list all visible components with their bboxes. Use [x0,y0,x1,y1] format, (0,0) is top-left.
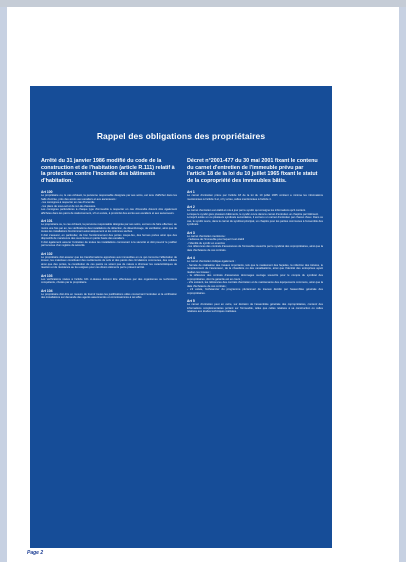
article-section [41,289,177,300]
article-section [41,274,177,285]
article-paragraph: Le carnet d'entretien est établi et mis à jour par le syndic qui consigne les informations qu'il contient. [187,209,306,212]
article-paragraph: - la référence des contrats d'assurance dommages ouvrage souscrits pour le compte du syndicat des copropriétaires, dont la garantie est en cours ; [187,274,323,281]
article-paragraph: - l'année de réalisation des travaux importants, tels que le ravalement des façades, la réfection des toitures, le remplacement de l'ascenseur, de la chaudière ou des canalisations, ainsi que l'identité des entreprises ayant réalisé ces travaux ; [187,263,323,274]
right-column [187,158,323,318]
article-paragraph: Il doit s'assurer, en particulier, de bon fonctionnement des portes coupe-feu, des fermes portes ainsi que des dispositifs de manœuvre des ouvertures en partie haute des escaliers. [41,233,177,240]
article-paragraph: Lorsque le syndic gère plusieurs bâtiments, le syndic ouvre dans le carnet d'entretien un chapitre par bâtiment. [187,212,319,216]
article-paragraph: Il doit également assurer l'entretien de toutes les installations concourant à la sécurité et doit pouvoir le justifier par la tenue d'un registre de sécurité. [41,240,177,247]
article-label: Art 5 [187,299,195,303]
page-number: Page 2 [27,550,44,556]
article-paragraph: Le propriétaire doit être en mesure de fournir toutes les justifications utiles concernant l'entretien et la vérification des installations sur demande des agents assermentés et commissionnés à cet effet. [41,292,177,299]
article-paragraph: Les vérifications visées à l'article 101 ci-dessus doivent être effectuées par des organismes ou techniciens compétents, choisis par le propriétaire. [41,277,177,284]
article-paragraph: Le propriétaire doit assurer que les transformations apportées aux immeubles en ce qui concerne l'affectation de locaux, les matériaux constituant des revêtements de sols et des parois des circulations communes, des cellules ainsi que des portes, la constitution de ces parois ne soient pas de nature à diminuer les caractéristiques de réaction et de résistance au feu exigées pour ces divers éléments par le présent arrêté. [41,255,177,269]
article-section [187,205,323,227]
article-label: Art 103 [41,273,53,278]
article-paragraph: Le propriétaire ou, le cas échéant, la personne responsable désignée par ses soins, est tenu de faire effectuer, au moins une fois par an, les vérifications des installations de détection, de désenfumage, de ventilation, ainsi que de toutes les installations fonctionnant automatiquement et les colonnes sèches. [41,223,177,233]
right-sections [187,190,323,314]
article-paragraph: - l'adresse de l'immeuble pour lequel il est établi [187,238,245,241]
article-label: Art 3 [187,230,195,235]
article-paragraph: Le carnet d'entretien peut en outre, sur décision de l'assemblée générale des copropriétaires, contenir des informations complémentaires portant sur l'immeuble, telles que celles relatives à sa construction ou celles relatives aux études techniques réalisées. [187,303,323,313]
viewer-top-bar [0,0,406,7]
article-paragraph: Le carnet d'entretien indique également : [187,260,236,263]
article-paragraph: - s'ils existent, les références des contrats d'entretien et de maintenance des équipements communs, ainsi que la date d'échéance de ces contrats ; [187,281,323,288]
article-paragraph: - l'identité du syndic en exercice [187,241,226,245]
scrollbar[interactable] [402,7,406,562]
article-paragraph: Lorsqu'il existe un ou plusieurs syndicats secondaires, il est tenu un carnet d'entretien par chacun d'eux. Dans ce cas, le syndic ouvre, dans le carnet du syndicat principal, un chapitre pour les parties communes à l'ensemble des syndicats. [187,216,323,226]
left-column [41,158,177,304]
article-label: Art 2 [187,205,195,209]
article-label: Art 104 [41,288,53,293]
article-paragraph: Le carnet d'entretien prévu par l'article 18 de la loi du 10 juillet 1965 contient a minima les informations mentionnées à l'article 3 et, s'il y a lieu, celles mentionnées à l'article 4. [187,194,323,201]
article-paragraph: Le carnet d'entretien mentionne : [187,234,227,238]
article-paragraph: - les références des contrats d'assurances de l'immeuble souscrits par le syndicat des copropriétaires, ainsi que la date d'échéance de ces contrats. [187,245,323,252]
left-column-heading: Arrêté du 31 janvier 1986 modifié du code de la construction et de l'habitation (article R.111) relatif à la protection contre l'incendie des bâtiments d'habitation. [41,158,175,184]
article-section [187,231,323,253]
article-section [187,299,323,314]
article-label: Art 1 [187,190,195,194]
right-column-heading: Décret n°2001-477 du 30 mai 2001 fixant le contenu du carnet d'entretien de l'immeuble prévu par l'article 18 de la loi du 10 juillet 1965 fixant le statut de la copropriété des immeubles bâtis. [187,158,318,184]
article-label: Art 100 [41,190,53,194]
article-section [41,190,177,215]
obligations-panel [30,86,332,548]
panel-title: Rappel des obligations des propriétaires [96,131,266,141]
article-section [187,190,323,201]
article-label: Art 102 [41,251,53,256]
article-paragraph: Le propriétaire ou, le cas échéant, la personne responsable désignée par ses soins, est tenu d'afficher dans les halls d'entrée, près des accès aux escaliers et aux ascenseurs : [41,194,177,201]
article-label: Art 4 [187,256,195,260]
left-sections [41,190,177,300]
article-section [41,252,177,270]
article-paragraph: Les consignes particulières à chaque type d'immeuble à respecter en cas d'incendie doivent être également affichées dans les parcs de stationnement, s'il en existe, à proximité des accès aux escaliers et aux ascenseurs. [41,208,177,215]
article-section [187,256,323,295]
article-label: Art 101 [41,219,53,223]
article-paragraph: - s'il existe, l'échéancier du programme pluriannuel de travaux décidé par l'assemblée générale des copropriétaires. [187,288,323,295]
article-paragraph: - les plans de sous-sol et de rez-de-chaussée. [41,204,96,208]
article-paragraph: - les consignes à respecter en cas d'incendie [41,201,95,204]
article-section [41,219,177,248]
